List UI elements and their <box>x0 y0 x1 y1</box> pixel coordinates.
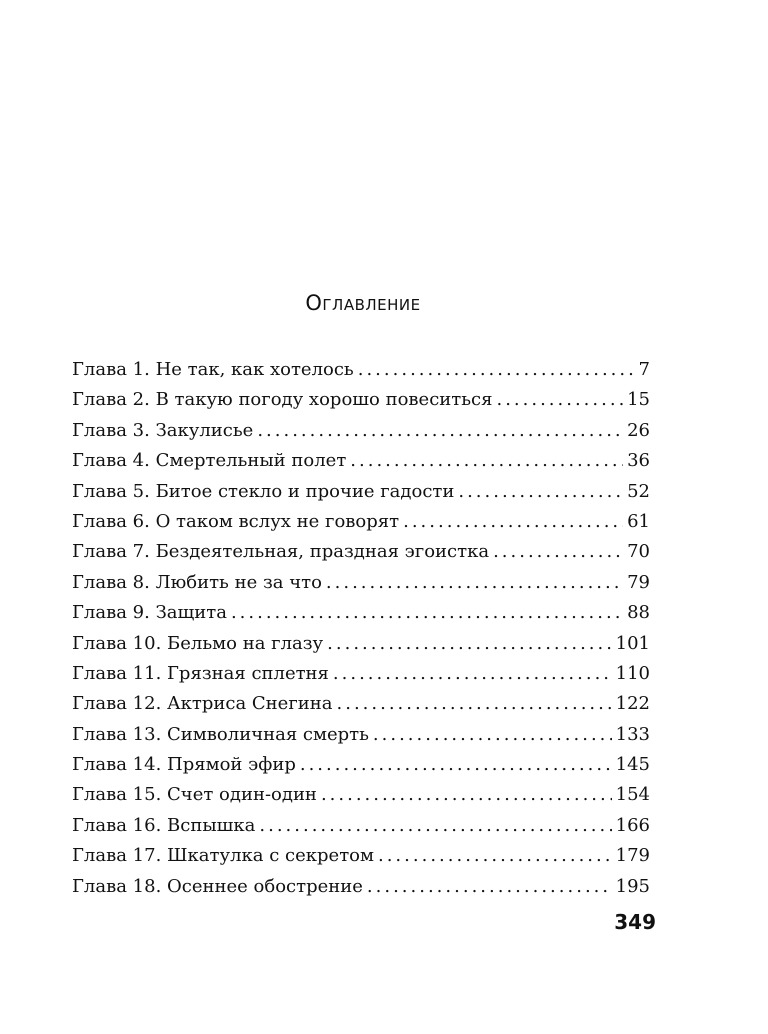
toc-entry-page: 154 <box>615 784 650 806</box>
toc-entry <box>72 598 650 628</box>
dot-leader <box>496 385 623 415</box>
toc-entry <box>72 568 650 598</box>
toc-entry <box>72 629 650 659</box>
toc-entry <box>72 659 650 689</box>
page-title: Оглавление <box>305 291 421 315</box>
toc-entry-label: Глава 13. Символичная смерть <box>72 723 369 745</box>
toc-entry <box>72 841 650 871</box>
toc-entry <box>72 507 650 537</box>
dot-leader <box>333 659 612 689</box>
dot-leader <box>327 629 611 659</box>
dot-leader <box>367 872 612 902</box>
page-number: 349 <box>614 910 656 934</box>
toc-entry <box>72 750 650 780</box>
toc-entry <box>72 780 650 810</box>
dot-leader <box>373 720 612 750</box>
dot-leader <box>378 841 612 871</box>
toc-entry <box>72 385 650 415</box>
toc-entry-label: Глава 11. Грязная сплетня <box>72 662 329 684</box>
toc-entry-label: Глава 18. Осеннее обострение <box>72 875 363 897</box>
toc-entry-label: Глава 3. Закулисье <box>72 419 254 441</box>
dot-leader <box>300 750 612 780</box>
toc-entry-label: Глава 8. Любить не за что <box>72 571 322 593</box>
toc-entry-label: Глава 12. Актриса Снегина <box>72 693 333 715</box>
toc-entry-page: 133 <box>615 723 650 745</box>
toc-entry-page: 7 <box>638 359 650 380</box>
toc-entry-page: 195 <box>615 875 650 897</box>
dot-leader <box>350 446 623 476</box>
dot-leader <box>259 811 611 841</box>
toc-entry-page: 52 <box>627 480 650 502</box>
toc-entry <box>72 355 650 385</box>
toc-entry-page: 145 <box>615 754 650 776</box>
toc-entry-page: 179 <box>615 845 650 867</box>
dot-leader <box>326 568 623 598</box>
toc-entry-page: 122 <box>615 693 650 715</box>
toc-entry-page: 15 <box>627 389 650 411</box>
dot-leader <box>257 416 623 446</box>
toc-entry-label: Глава 4. Смертельный полет <box>72 450 347 472</box>
toc-entry <box>72 477 650 507</box>
toc-entry-label: Глава 15. Счет один-один <box>72 784 317 806</box>
toc-entry-label: Глава 6. О таком вслух не говорят <box>72 510 400 532</box>
dot-leader <box>321 780 612 810</box>
toc-entry-page: 70 <box>627 541 650 563</box>
toc-entry <box>72 689 650 719</box>
dot-leader <box>403 507 623 537</box>
toc-entry-page: 88 <box>627 602 650 624</box>
toc-entry-label: Глава 10. Бельмо на глазу <box>72 632 324 654</box>
toc-entry-label: Глава 5. Битое стекло и прочие гадости <box>72 480 455 502</box>
toc-entry-page: 36 <box>627 450 650 472</box>
toc-entry <box>72 537 650 567</box>
toc-entry-page: 61 <box>627 510 650 532</box>
dot-leader <box>458 477 623 507</box>
toc-entry-page: 166 <box>615 814 650 836</box>
dot-leader <box>231 598 623 628</box>
toc-entry-label: Глава 16. Вспышка <box>72 814 256 836</box>
toc-entry-label: Глава 7. Бездеятельная, праздная эгоистка <box>72 541 490 563</box>
toc-entry-label: Глава 14. Прямой эфир <box>72 754 296 776</box>
dot-leader <box>337 689 612 719</box>
toc-entry-page: 26 <box>627 419 650 441</box>
dot-leader <box>358 355 635 385</box>
toc-entry <box>72 416 650 446</box>
table-of-contents <box>72 355 650 902</box>
toc-entry-page: 79 <box>627 571 650 593</box>
toc-entry <box>72 720 650 750</box>
toc-entry-label: Глава 9. Защита <box>72 602 227 624</box>
toc-entry-page: 101 <box>615 632 650 654</box>
toc-entry-page: 110 <box>615 662 650 684</box>
toc-entry <box>72 446 650 476</box>
toc-entry-label: Глава 2. В такую погоду хорошо повеситься <box>72 389 493 411</box>
toc-entry <box>72 872 650 902</box>
toc-entry <box>72 811 650 841</box>
toc-entry-label: Глава 1. Не так, как хотелось <box>72 359 354 380</box>
dot-leader <box>493 537 623 567</box>
toc-entry-label: Глава 17. Шкатулка с секретом <box>72 845 374 867</box>
